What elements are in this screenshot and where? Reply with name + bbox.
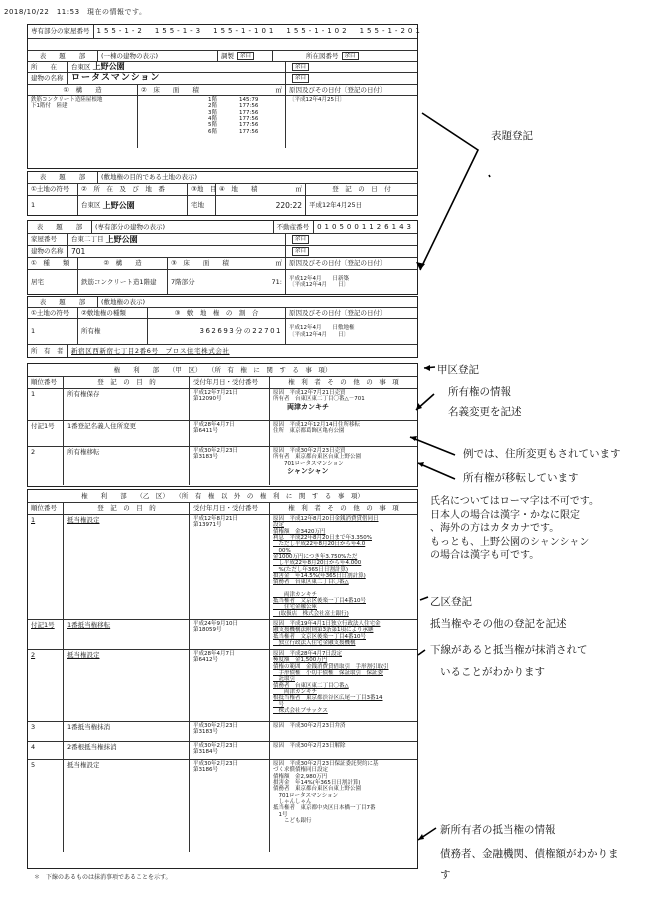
otsuku-purpose-header: 登 記 の 目 的 (64, 503, 190, 514)
otsuku-date: 平成30年2月23日 第3186号 (193, 761, 238, 774)
unit-section-subtitle: (専有部分の建物の表示) (92, 221, 274, 233)
areas-list: 145:79 177:56 177:56 177:56 177:56 177:56 (239, 97, 259, 135)
arrow-otsuku (420, 597, 428, 600)
kind-header: ① 種 類 (28, 258, 78, 269)
site-ratio-header: ③ 敷 地 権 の 割 合 (148, 308, 286, 318)
cause-header: 原因及びその日付〔登記の日付〕 (289, 85, 387, 94)
note-teito: 抵当権やその他の登記を記述 (430, 618, 567, 630)
site-date: 平成12年4月 日敷地権 〔平成12年4月 日〕 (289, 325, 355, 338)
note-saimu: 債務者、金融機関、債権額がわかりま (440, 848, 619, 860)
otsuku-no: 1 (31, 516, 36, 524)
map-number-label: 所在図番号 (306, 51, 339, 60)
kouku-section (27, 363, 418, 487)
blank-stamp: 余白 (342, 52, 359, 61)
unit-area-unit: ㎡ (275, 259, 282, 268)
floors-list: 1階 2階 3階 4階 5階 6階 (208, 97, 217, 135)
site-cause-header: 原因及びその日付〔登記の日付〕 (289, 308, 387, 317)
unit-area: 71: (271, 277, 282, 286)
otsuku-purpose: 抵当権設定 (67, 761, 100, 769)
site-code: 1 (28, 319, 78, 344)
kouku-rank-header: 順位番号 (28, 377, 64, 388)
unit-floor: 7階部分 (171, 277, 195, 286)
blank-stamp: 余白 (292, 247, 309, 256)
blank-stamp: 余白 (292, 235, 309, 244)
owner-label: 所 有 者 (28, 345, 68, 357)
kouku-row (28, 421, 417, 447)
chosei-label: 調製 (221, 51, 234, 60)
land-date: 平成12年4月25日 (309, 201, 363, 210)
note-hyodai: 表題登記 (491, 130, 533, 142)
kouku-purpose: 1番登記名義人住所変更 (67, 422, 137, 430)
site-right-heading: 表 題 部 (28, 297, 98, 307)
print-header: 2018/10/22 11:53 現在の情報です。 (4, 8, 147, 16)
building-title-section (27, 24, 423, 169)
otsuku-row (28, 722, 417, 742)
kouku-no: 付記1号 (31, 422, 55, 430)
otsuku-title: 権 利 部 （乙 区） （所 有 権 以 外 の 権 利 に 関 す る 事 項） (81, 491, 364, 500)
location-label: 所 在 (28, 62, 68, 72)
arrow-shoyu (416, 394, 434, 410)
otsuku-detail: 原因 平成30年2月23日弁済 (273, 723, 346, 729)
structure-value: 鉄筋コンクリート造陸屋根地 下1階付 陸建 (28, 96, 138, 148)
kouku-no: 1 (31, 390, 36, 398)
note-kasen2: いることがわかります (440, 666, 545, 678)
otsuku-detail: 原因 平成12年8月20日金銭消費貸借同日 設定 債権額 金3420万円 利息 平成22年8月20日まで年3.350% ただし平成22年8月20日から年4.0 00% 金1000万円につき年3.750%ただ し平成22年8月20日から年4.000 %(ただし年365日日割計算) 損害金 年14.5%(年365日日割計算) 債務者 台東区東二丁目〇番△ 両津カンキチ 抵当権者 文京区後楽一丁目4番10号 住宅金融公庫 (取扱店 株式会社富士銀行) (273, 516, 379, 617)
kouku-detail: 原因 平成30年2月23日売買 所有者 東京都台東区台東上野公園 701ロータスマンション (273, 448, 362, 467)
otsuku-date: 平成30年2月23日 第3184号 (193, 743, 238, 756)
otsuku-row (28, 515, 417, 620)
unit-date: 平成12年4月 日新築 〔平成12年4月 日〕 (289, 275, 349, 288)
site-kind: 所有権 (78, 319, 148, 344)
otsuku-purpose: 2番根抵当権抹消 (67, 743, 117, 751)
real-estate-number-label: 不動産番号 (274, 221, 314, 233)
kouku-owner-name: 両津カンキチ (287, 402, 329, 411)
land-section (27, 171, 418, 216)
otsuku-purpose: 抵当権設定 (67, 651, 100, 659)
land-type-header: ③地 目 (188, 184, 216, 195)
site-ratio: 362693分の22701 (148, 319, 286, 344)
unit-cause-header: 原因及びその日付〔登記の日付〕 (289, 259, 387, 268)
bracket-arrow-hyodai (420, 113, 478, 270)
kouku-date-header: 受付年月日・受付番号 (190, 377, 270, 388)
kouku-owner-name: シャンシャン (287, 466, 329, 475)
otsuku-no: 4 (31, 743, 36, 751)
land-address-main: 上野公園 (102, 200, 135, 210)
kouku-purpose: 所有権移転 (67, 448, 100, 456)
location-main: 上野公園 (92, 62, 125, 71)
owner-value: 新宿区西新宿七丁目2番6号 プロス住宅株式会社 (71, 346, 230, 355)
unit-number-value: 155-1-2 155-1-3 155-1-101 155-1-102 155-1-201 (96, 27, 423, 36)
kouku-detail: 原因 平成12年12月14日住所移転 住所 東京都葛飾区亀有公園 (273, 422, 360, 435)
blank-stamp: 余白 (292, 63, 309, 72)
land-address-prefix: 台東区 (81, 201, 101, 210)
building-name-label: 建物の名称 (28, 73, 68, 84)
unit-number-label: 専有部分の家屋番号 (28, 25, 94, 38)
kouku-purpose-header: 登 記 の 目 的 (64, 377, 190, 388)
otsuku-detail: 原因 平成30年2月23日解除 (273, 743, 346, 749)
blank-stamp: 余白 (237, 52, 254, 61)
site-kind-header: ②敷地権の種類 (78, 308, 148, 318)
kouku-detail-header: 権 利 者 そ の 他 の 事 項 (288, 378, 399, 387)
otsuku-date-header: 受付年月日・受付番号 (190, 503, 270, 514)
title-section-subtitle: (一棟の建物の表示) (98, 51, 218, 61)
structure-header: ① 構 造 (28, 85, 138, 95)
otsuku-no: 2 (31, 651, 36, 659)
kouku-title: 権 利 部 （甲 区） （所 有 権 に 関 す る 事 項） (113, 365, 332, 374)
kouku-rows (28, 389, 417, 485)
note-otsuku: 乙区登記 (430, 596, 472, 608)
unit-kind: 居宅 (28, 270, 78, 294)
kouku-row (28, 389, 417, 421)
otsuku-purpose: 抵当権設定 (67, 516, 100, 524)
otsuku-no: 付記1号 (31, 621, 55, 629)
otsuku-date: 平成24年9月10日 第18059号 (193, 621, 238, 634)
site-right-section (27, 296, 418, 358)
land-code: 1 (28, 196, 78, 215)
note-iten: 所有権が移転しています (463, 472, 579, 484)
land-area-unit: ㎡ (295, 185, 302, 194)
arrow-shin (418, 828, 436, 840)
land-address-header: ② 所 在 及 び 地 番 (78, 184, 188, 195)
note-meigi: 名義変更を記述 (448, 406, 522, 418)
land-area: 220:22 (216, 196, 306, 215)
otsuku-detail: 原因 平成28年4月7日設定 極度額 金1,500万円 債権の範囲 金銭消費貸借取引 手形割引取引 手形債権 小切手債権 保証取引 保証委 託取引 債務者 台東区東二丁目〇番△ 両津カンキチ 根抵当権者 東京都渋谷区広尾一丁目3番14 号 株式会社ブサックス (273, 651, 389, 714)
otsuku-detail: 原因 平成30年2月23日保証委託契約に基 づく求償債権同日設定 債権額 金2,980万円 損害金 年14%(年365日日割計算) 債務者 東京都台東区台東上野公園 701ロータスマンション しゃんしゃん 抵当権者 東京都中央区日本橋一丁目7番 1号 こども銀行 (273, 761, 379, 824)
footer-note: ＊ 下線のあるものは抹消事項であることを示す。 (34, 874, 172, 881)
house-number-main: 上野公園 (105, 234, 138, 244)
area-header: ② 床 面 積 (141, 85, 199, 94)
otsuku-detail-header: 権 利 者 そ の 他 の 事 項 (288, 504, 399, 513)
building-date: 〔平成12年4月25日〕 (289, 97, 345, 103)
otsuku-row (28, 742, 417, 760)
note-shoyu: 所有権の情報 (448, 386, 511, 398)
dot-mark (489, 175, 490, 177)
unit-section-heading: 表 題 部 (28, 221, 92, 233)
otsuku-purpose: 1番抵当権移転 (67, 621, 111, 629)
title-section-heading: 表 題 部 (28, 51, 98, 61)
otsuku-purpose: 1番抵当権抹消 (67, 723, 111, 731)
arrow-kouku (424, 367, 435, 368)
unit-structure: 鉄筋コンクリート造1階建 (78, 270, 168, 294)
otsuku-rows (28, 515, 417, 852)
note-saimu2: す (440, 869, 451, 881)
note-shimei: 氏名についてはローマ字は不可です。 日本人の場合は漢字・かなに限定 、海外の方はカタカナです。 もっとも、上野公園のシャンシャン の場合は漢字も可です。 (430, 496, 599, 561)
land-date-header: 登 記 の 日 付 (332, 185, 391, 194)
otsuku-row (28, 650, 417, 722)
otsuku-no: 5 (31, 761, 36, 769)
note-kouku: 甲区登記 (437, 364, 479, 376)
site-code-header: ①土地の符号 (28, 308, 78, 318)
house-number-prefix: 台東二丁目 (71, 235, 104, 244)
note-shin: 新所有者の抵当権の情報 (440, 824, 556, 836)
kouku-purpose: 所有権保存 (67, 390, 100, 398)
unit-structure-header: ② 構 造 (78, 258, 168, 269)
land-type: 宅地 (188, 196, 216, 215)
kouku-date: 平成28年4月7日 第6411号 (193, 422, 235, 435)
kouku-row (28, 447, 417, 485)
otsuku-detail: 原因 平成19年4月1日独立行政法人住宅金 融支援機構法附則第3条第1項により承継 抵当権者 文京区後楽一丁目4番10号 独立行政法人住宅金融支援機構 (273, 621, 381, 646)
otsuku-date: 平成28年4月7日 第6412号 (193, 651, 235, 664)
unit-section (27, 220, 418, 295)
land-code-header: ①土地の符号 (28, 184, 78, 195)
note-kasen: 下線があると抵当権が抹消されて (430, 644, 588, 656)
site-right-subtitle: (敷地権の表示) (101, 297, 146, 306)
location-prefix: 台東区 (71, 62, 91, 71)
otsuku-date: 平成30年2月23日 第3183号 (193, 723, 238, 736)
otsuku-no: 3 (31, 723, 36, 731)
arrow-iten (418, 463, 455, 479)
area-unit: ㎡ (275, 85, 282, 94)
building-name-value: ロータスマンション (68, 73, 286, 84)
otsuku-row (28, 620, 417, 650)
kouku-date: 平成12年7月21日 第12090号 (193, 390, 238, 403)
otsuku-section (27, 489, 418, 869)
kouku-no: 2 (31, 448, 36, 456)
blank-stamp: 余白 (292, 74, 309, 83)
unit-area-header: ③ 床 面 積 (171, 259, 229, 268)
unit-name-value: 701 (68, 246, 286, 257)
land-area-header: ④ 地 積 (219, 185, 258, 194)
arrow-kasen (418, 650, 425, 655)
kouku-date: 平成30年2月23日 第3183号 (193, 448, 238, 461)
real-estate-number: 0105001126143 (317, 222, 414, 231)
kouku-detail: 原因 平成12年7月21日売買 所有者 台東区東二丁目〇番△－701 (273, 390, 365, 403)
land-section-heading: 表 題 部 (28, 172, 98, 183)
otsuku-rank-header: 順位番号 (28, 503, 64, 514)
land-section-subtitle: (敷地権の目的である土地の表示) (101, 173, 198, 182)
unit-name-label: 建物の名称 (28, 246, 68, 257)
note-rei: 例では、住所変更もされています (463, 448, 621, 460)
otsuku-row (28, 760, 417, 852)
house-number-label: 家屋番号 (28, 234, 68, 245)
otsuku-date: 平成12年8月21日 第13971号 (193, 516, 238, 529)
